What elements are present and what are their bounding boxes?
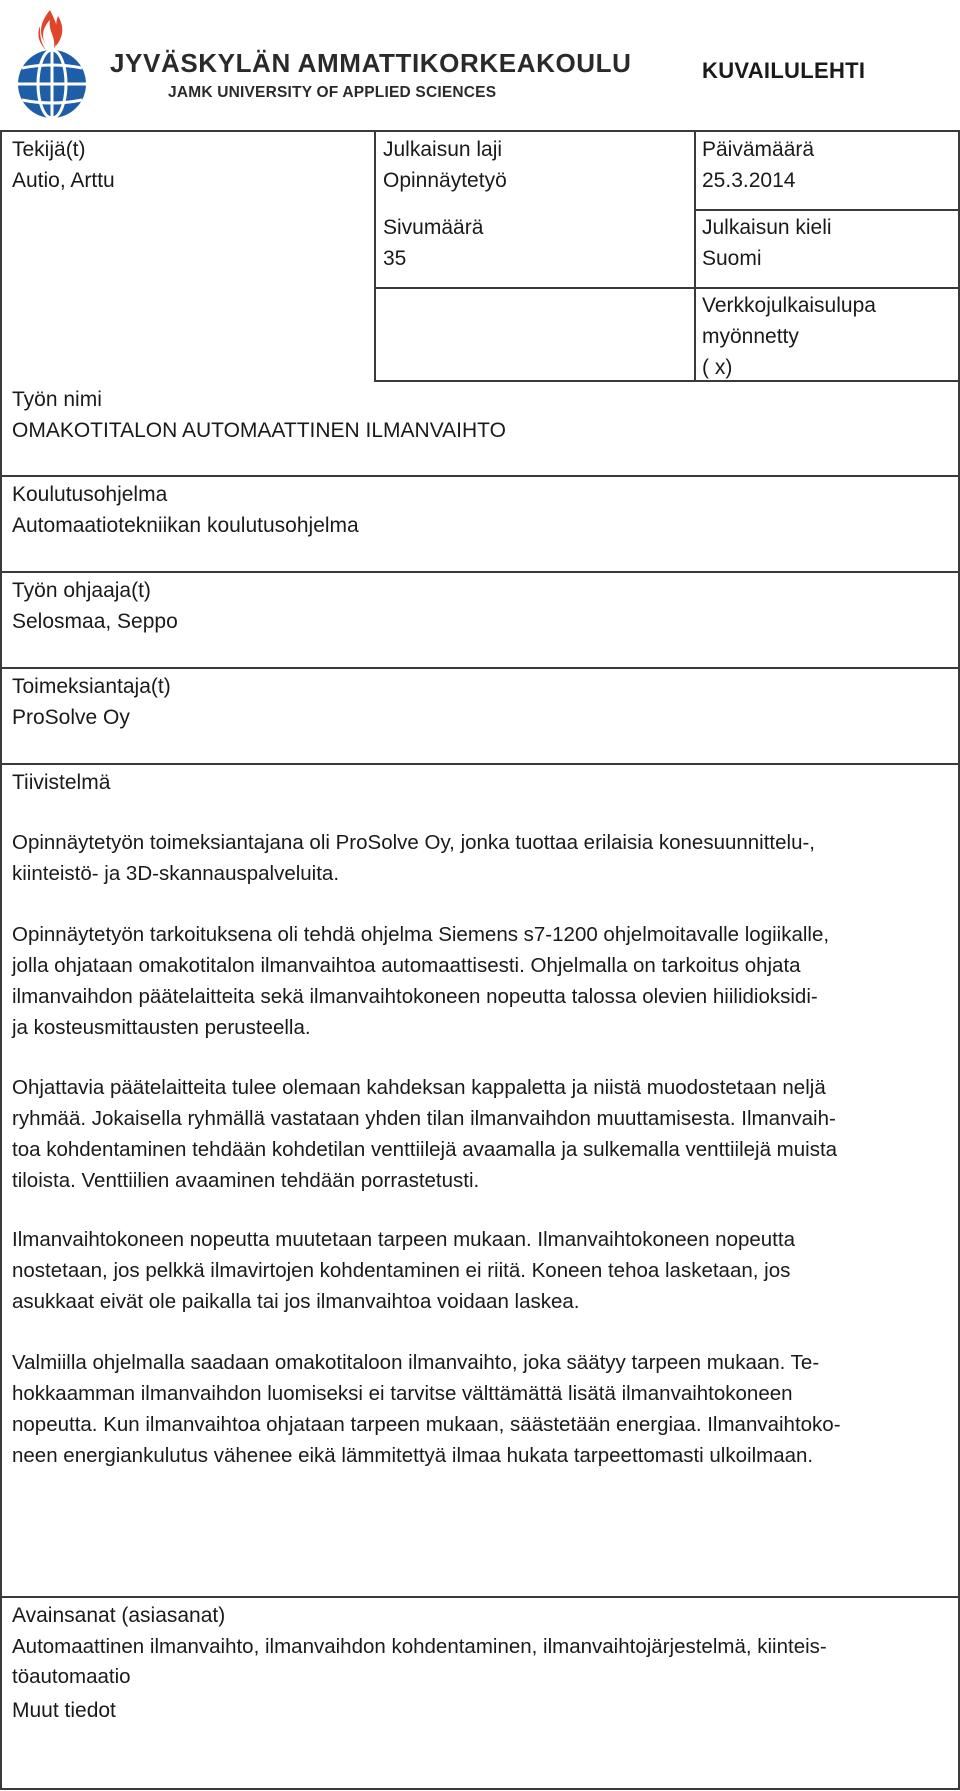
page-count-value: 35 [383,247,407,270]
abstract-line: jolla ohjataan omakotitalon ilmanvaihtoa automaattisesti. Ohjelmalla on tarkoitus ohjata [12,954,801,977]
abstract-line: kiinteistö- ja 3D-skannauspalveluita. [12,862,340,885]
abstract-line: Ilmanvaihtokoneen nopeutta muutetaan tarpeen mukaan. Ilmanvaihtokoneen nopeutta [12,1228,795,1251]
table-border-right [958,130,960,1790]
abstract-line: nostetaan, jos pelkkä ilmavirtojen kohdentaminen ei riitä. Koneen tehoa lasketaan, jos [12,1259,791,1282]
abstract-label: Tiivistelmä [12,771,111,794]
brand-name-fi: JYVÄSKYLÄN AMMATTIKORKEAKOULU [110,48,632,78]
abstract-paragraph-3 [12,1072,952,1196]
date-value: 25.3.2014 [702,169,796,192]
abstract-line: tiloista. Venttiilien avaaminen tehdään porrastetusti. [12,1169,480,1192]
author-label: Tekijä(t) [12,138,86,161]
brand-name-en: JAMK UNIVERSITY OF APPLIED SCIENCES [168,84,497,101]
abstract-line: Opinnäytetyön toimeksiantajana oli ProSolve Oy, jonka tuottaa erilaisia konesuunnittelu-, [12,831,815,854]
abstract-line: ilmanvaihdon päätelaitteita sekä ilmanvaihtokoneen nopeutta talossa olevien hiilidioksidi- [12,985,818,1008]
supervisor-label: Työn ohjaaja(t) [12,579,151,602]
title-value: OMAKOTITALON AUTOMAATTINEN ILMANVAIHTO [12,419,506,442]
abstract-line: ja kosteusmittausten perusteella. [12,1016,311,1039]
rule-under-supervisor [0,667,960,669]
programme-label: Koulutusohjelma [12,483,168,506]
date-label: Päivämäärä [702,138,815,161]
commissioner-value: ProSolve Oy [12,706,130,729]
abstract-line: Valmiilla ohjelmalla saadaan omakotitaloon ilmanvaihto, joka säätyy tarpeen mukaan. Te- [12,1351,820,1374]
rule-under-pages [374,287,960,289]
table-border-bottom [0,1788,960,1790]
keywords-label: Avainsanat (asiasanat) [12,1604,226,1627]
publication-type-value: Opinnäytetyö [383,169,507,192]
jamk-logo-icon [10,6,94,124]
rule-under-date [694,209,960,211]
abstract-line: toa kohdentaminen tehdään kohdetilan venttiilejä avaamalla ja sulkemalla venttiilejä muista [12,1138,838,1161]
abstract-paragraph-5 [12,1347,952,1471]
column-divider-1 [374,130,376,381]
title-label: Työn nimi [12,388,102,411]
commissioner-label: Toimeksiantaja(t) [12,675,171,698]
rule-under-title [0,475,960,477]
publication-type-label: Julkaisun laji [383,138,503,161]
web-permission-label-line1: Verkkojulkaisulupa [702,294,876,317]
keywords-value-line2: töautomaatio [12,1665,131,1688]
abstract-paragraph-4 [12,1224,952,1317]
logo [10,6,94,124]
keywords-value-line1: Automaattinen ilmanvaihto, ilmanvaihdon kohdentaminen, ilmanvaihtojärjestelmä, kiinteis- [12,1635,827,1658]
abstract-line: Ohjattavia päätelaitteita tulee olemaan kahdeksan kappaletta ja niistä muodostetaan neljä [12,1076,826,1099]
programme-value: Automaatiotekniikan koulutusohjelma [12,514,359,537]
abstract-line: neen energiankulutus vähenee eikä lämmitettyä ilmaa hukata tarpeettomasti ulkoilmaan. [12,1444,814,1467]
abstract-paragraph-1 [12,827,952,889]
abstract-line: ryhmää. Jokaisella ryhmällä vastataan yhden tilan ilmanvaihdon muuttamisesta. Ilmanvaih- [12,1107,836,1130]
table-border-top [0,130,960,132]
abstract-paragraph-2 [12,919,952,1043]
document-type: KUVAILULEHTI [702,58,866,83]
language-value: Suomi [702,247,762,270]
rule-under-programme [0,571,960,573]
abstract-line: asukkaat eivät ole paikalla tai jos ilmanvaihtoa voidaan laskea. [12,1290,580,1313]
web-permission-value: ( x) [702,356,733,379]
language-label: Julkaisun kieli [702,216,832,239]
abstract-line: nopeutta. Kun ilmanvaihtoa ohjataan tarpeen mukaan, säästetään energiaa. Ilmanvaihtoko- [12,1413,841,1436]
page-count-label: Sivumäärä [383,216,484,239]
abstract-line: hokkaamman ilmanvaihdon luomiseksi ei tarvitse välttämättä lisätä ilmanvaihtokoneen [12,1382,793,1405]
web-permission-label-line2: myönnetty [702,325,799,348]
other-info-label: Muut tiedot [12,1699,116,1722]
column-divider-2 [694,130,696,381]
supervisor-value: Selosmaa, Seppo [12,610,178,633]
rule-under-permission [374,380,960,382]
abstract-line: Opinnäytetyön tarkoituksena oli tehdä ohjelma Siemens s7-1200 ohjelmoitavalle logiikalle, [12,923,830,946]
author-value: Autio, Arttu [12,169,115,192]
rule-under-commissioner [0,763,960,765]
rule-above-keywords [0,1596,960,1598]
table-border-left [0,130,2,1790]
